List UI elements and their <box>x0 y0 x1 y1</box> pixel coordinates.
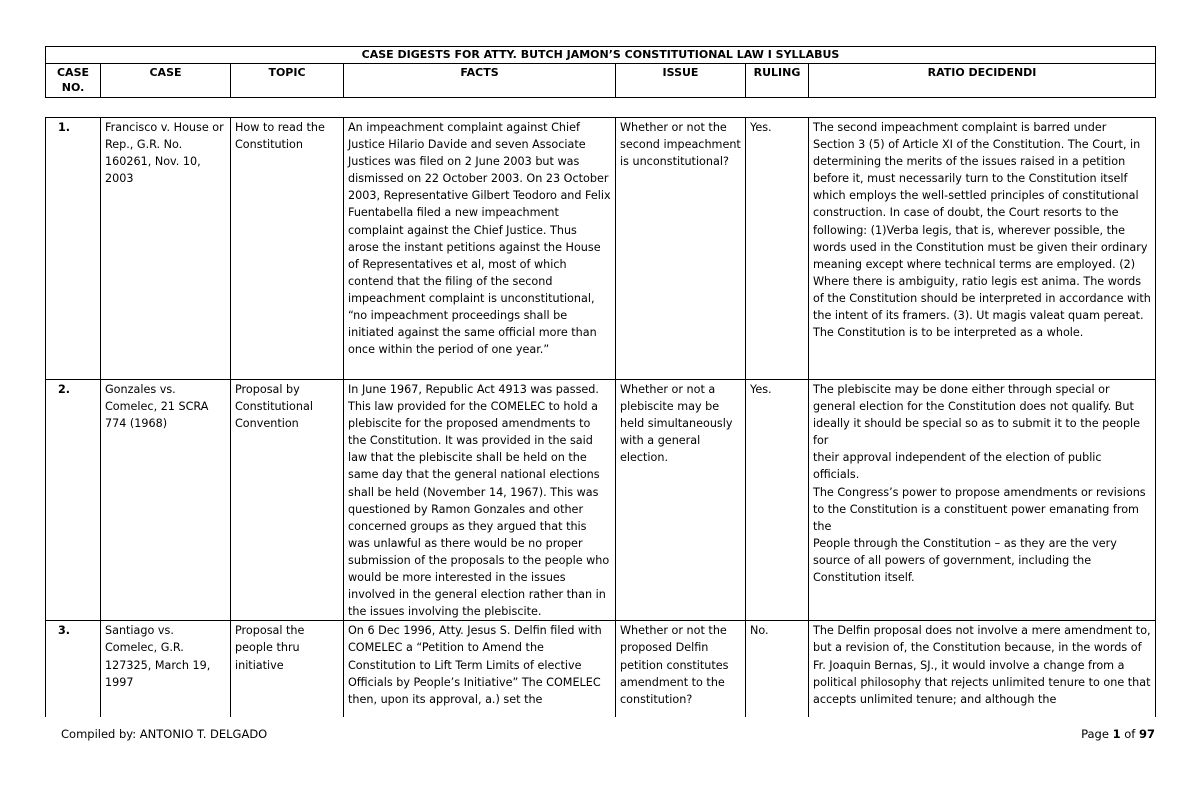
case-table <box>45 117 1156 721</box>
col-header-ruling: RULING <box>746 64 809 98</box>
case-no: 3. <box>46 621 101 721</box>
case-no: 1. <box>46 118 101 380</box>
case-ratio: The second impeachment complaint is barred under Section 3 (5) of Article XI of the Constitution. The Court, in determining the merits of the issues raised in a petition before it, must necessarily turn to the Constitution itself which employs the well-settled principles of constitutional construction. In case of doubt, the Court resorts to the following: (1)Verba legis, that is, wherever possible, the words used in the Constitution must be given their ordinary meaning except where technical terms are employed. (2) Where there is ambiguity, ratio legis est anima. The words of the Constitution should be interpreted in accordance with the intent of its framers. (3). Ut magis valeat quam pereat. The Constitution is to be interpreted as a whole. <box>809 118 1156 380</box>
col-header-topic: TOPIC <box>231 64 344 98</box>
case-name: Francisco v. House or Rep., G.R. No. 160261, Nov. 10, 2003 <box>101 118 231 380</box>
case-issue: Whether or not the proposed Delfin petition constitutes amendment to the constitution? <box>616 621 746 721</box>
case-issue: Whether or not the second impeachment is unconstitutional? <box>616 118 746 380</box>
col-header-facts: FACTS <box>344 64 616 98</box>
compiled-by: Compiled by: ANTONIO T. DELGADO <box>61 727 268 741</box>
table-row <box>46 621 1156 721</box>
table-row <box>46 380 1156 621</box>
col-header-issue: ISSUE <box>616 64 746 98</box>
col-header-ratio: RATIO DECIDENDI <box>809 64 1156 98</box>
col-header-case: CASE <box>101 64 231 98</box>
case-topic: Proposal the people thru initiative <box>231 621 344 721</box>
page-label: Page <box>1081 727 1109 741</box>
case-facts: An impeachment complaint against Chief Justice Hilario Davide and seven Associate Justices was filed on 2 June 2003 but was dismissed on 22 October 2003. On 23 October 2003, Representative Gilbert Teodoro and Felix Fuentabella filed a new impeachment complaint against the Chief Justice. Thus arose the instant petitions against the House of Representatives et al, most of which contend that the filing of the second impeachment complaint is unconstitutional, “no impeachment proceedings shall be initiated against the same official more than once within the period of one year.” <box>344 118 616 380</box>
page-number <box>1081 727 1155 741</box>
case-ruling: No. <box>746 621 809 721</box>
case-topic: How to read the Constitution <box>231 118 344 380</box>
document-title: CASE DIGESTS FOR ATTY. BUTCH JAMON’S CONSTITUTIONAL LAW I SYLLABUS <box>46 47 1156 64</box>
page-of: of <box>1124 727 1136 741</box>
case-issue: Whether or not a plebiscite may be held simultaneously with a general election. <box>616 380 746 621</box>
case-ruling: Yes. <box>746 380 809 621</box>
table-row <box>46 118 1156 380</box>
case-topic: Proposal by Constitutional Convention <box>231 380 344 621</box>
case-name: Santiago vs. Comelec, G.R. 127325, March 19, 1997 <box>101 621 231 721</box>
page-total: 97 <box>1138 727 1155 741</box>
page-current: 1 <box>1112 727 1121 741</box>
case-ratio: The Delfin proposal does not involve a mere amendment to, but a revision of, the Constitution because, in the words of Fr. Joaquin Bernas, SJ., it would involve a change from a political philosophy that rejects unlimited tenure to one that accepts unlimited tenure; and although the <box>809 621 1156 721</box>
case-facts: In June 1967, Republic Act 4913 was passed. This law provided for the COMELEC to hold a plebiscite for the proposed amendments to the Constitution. It was provided in the said law that the plebiscite shall be held on the same day that the general national elections shall be held (November 14, 1967). This was questioned by Ramon Gonzales and other concerned groups as they argued that this was unlawful as there would be no proper submission of the proposals to the people who would be more interested in the issues involved in the general election rather than in the issues involving the plebiscite. <box>344 380 616 621</box>
col-header-case-no: CASE NO. <box>46 64 101 98</box>
case-facts: On 6 Dec 1996, Atty. Jesus S. Delfin filed with COMELEC a “Petition to Amend the Constitution to Lift Term Limits of elective Officials by People’s Initiative” The COMELEC then, upon its approval, a.) set the <box>344 621 616 721</box>
case-no: 2. <box>46 380 101 621</box>
case-ruling: Yes. <box>746 118 809 380</box>
header-table <box>45 46 1156 98</box>
case-name: Gonzales vs. Comelec, 21 SCRA 774 (1968) <box>101 380 231 621</box>
case-ratio: The plebiscite may be done either through special or general election for the Constitution does not qualify. But ideally it should be special so as to submit it to the people for their approval independent of the election of public officials. The Congress’s power to propose amendments or revisions to the Constitution is a constituent power emanating from the People through the Constitution – as they are the very source of all powers of government, including the Constitution itself. <box>809 380 1156 621</box>
